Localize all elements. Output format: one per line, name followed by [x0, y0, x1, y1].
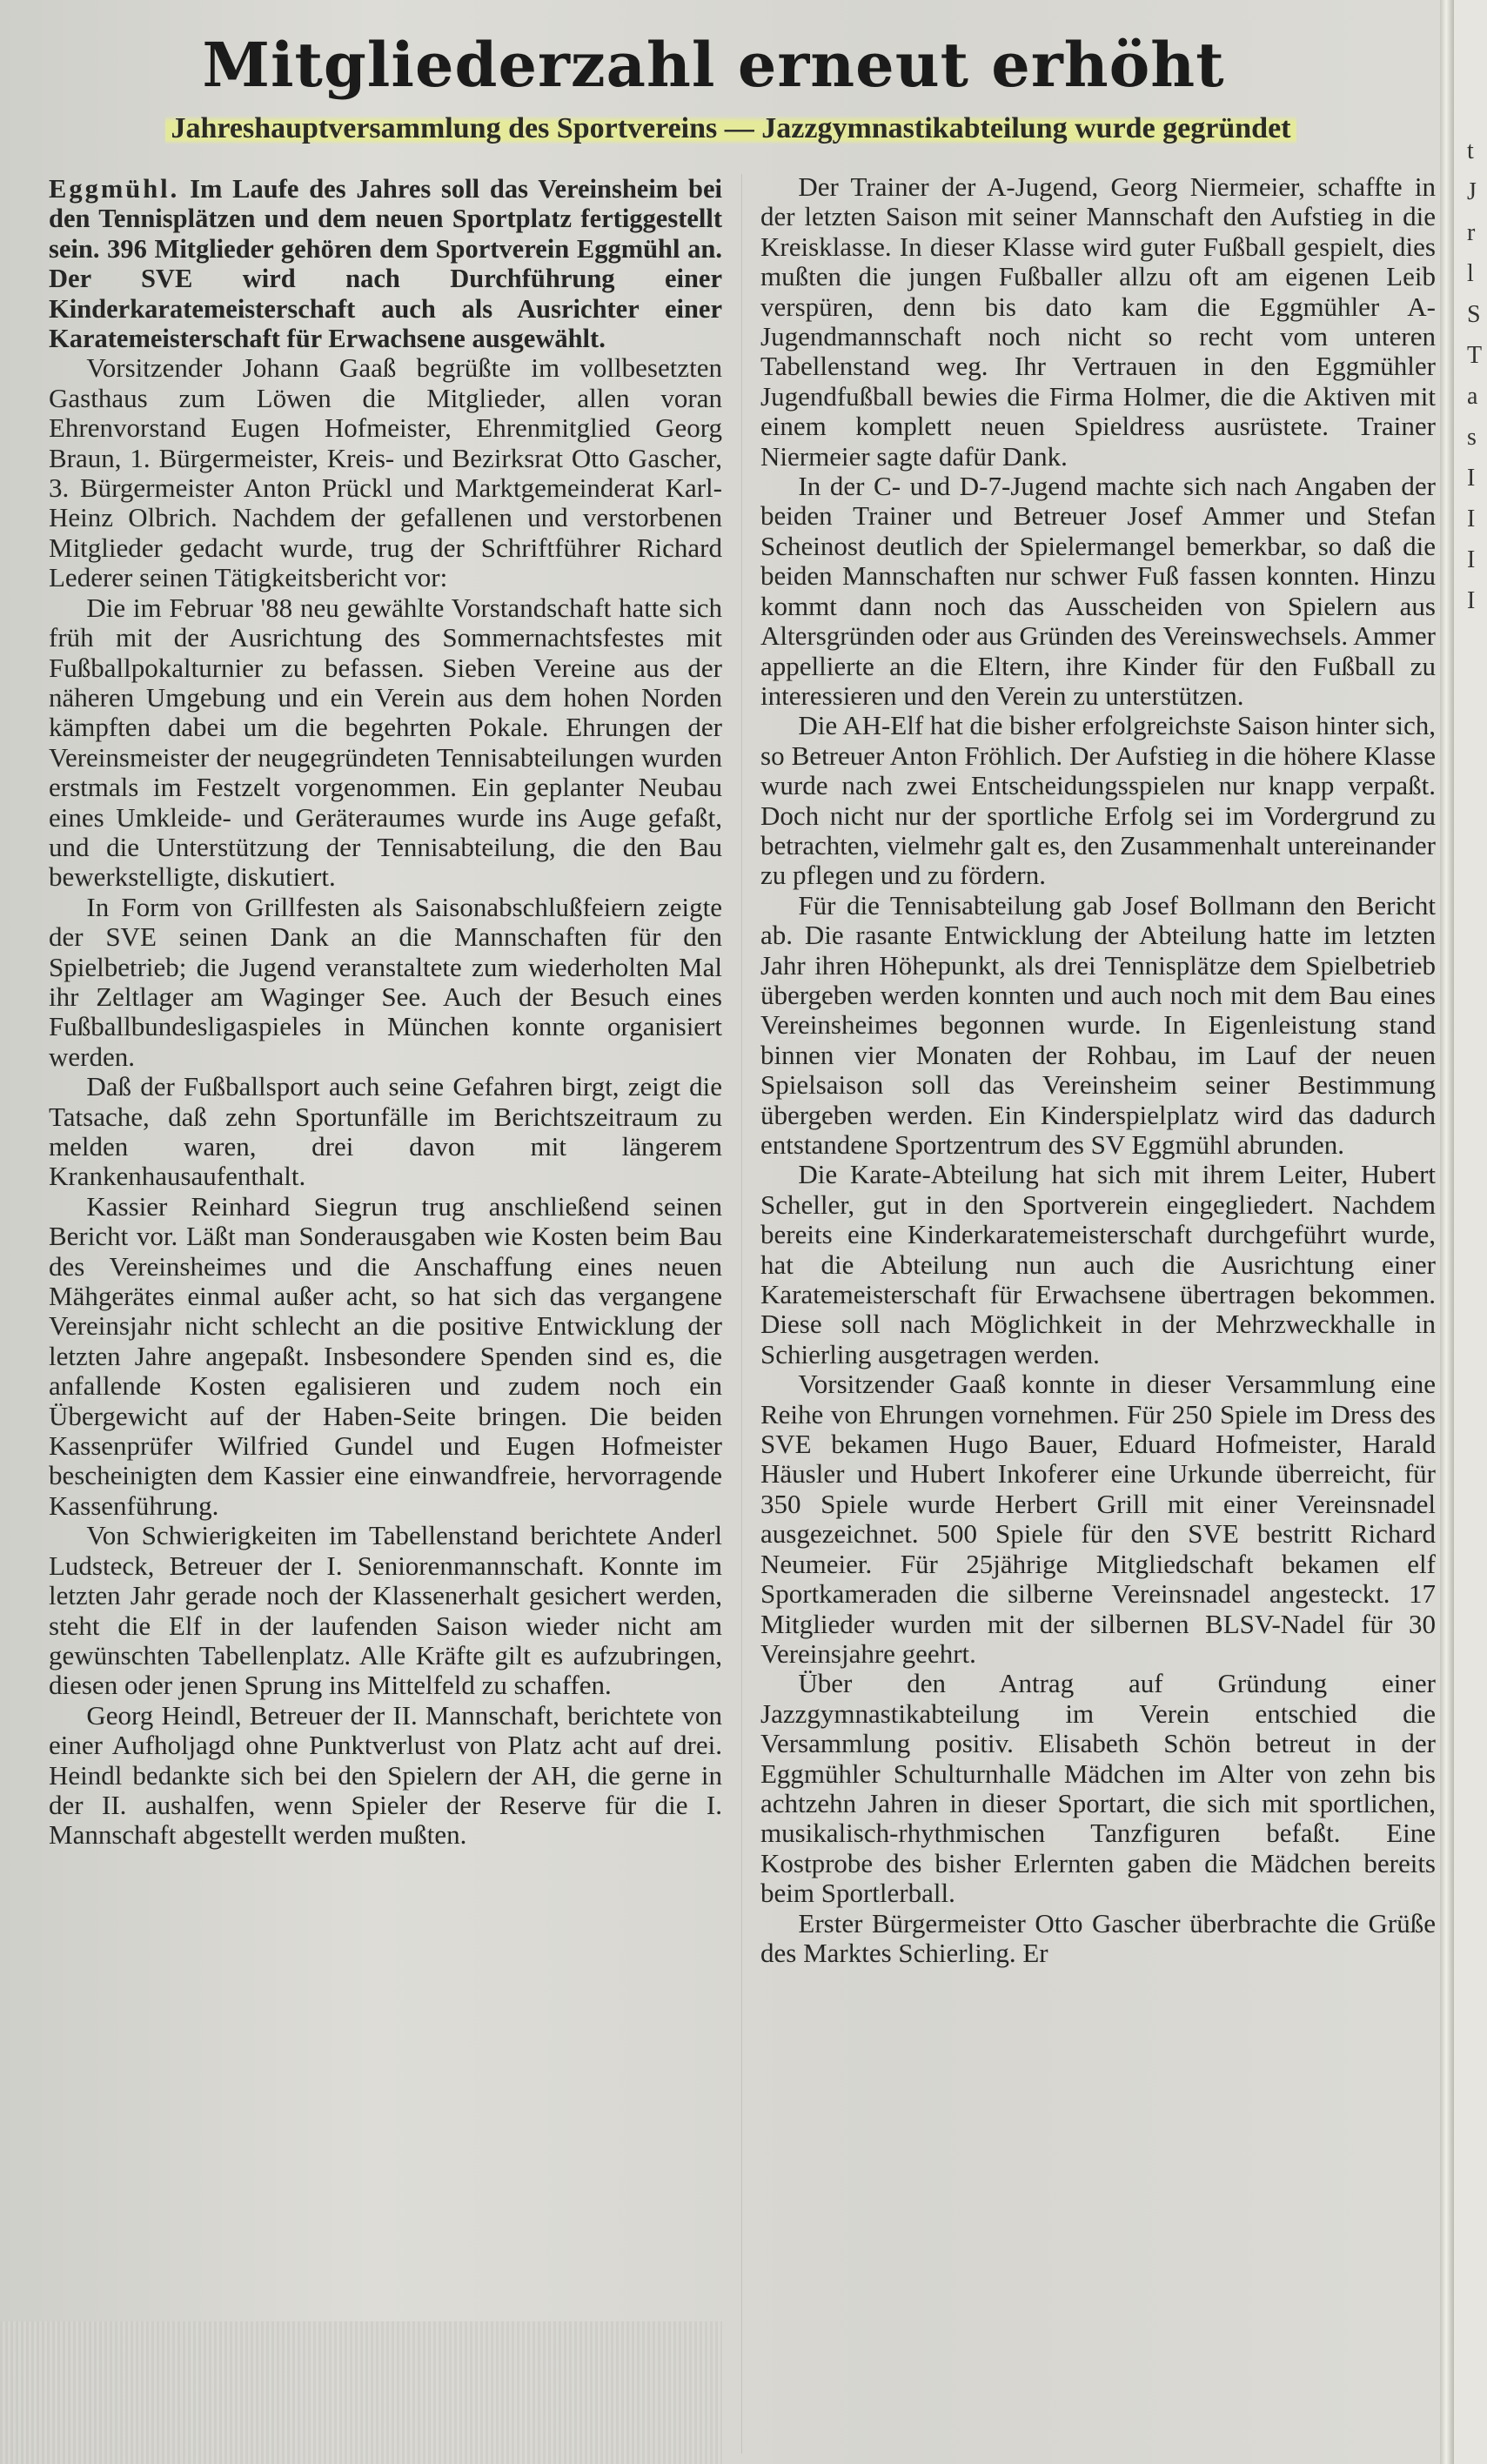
article-column-left [49, 174, 722, 1851]
subheadline [52, 109, 1410, 149]
paragraph: In Form von Grillfesten als Saisonabschlußfeiern zeigte der SVE seinen Dank an die Mannschaften für den Spielbetrieb; die Jugend veranstaltete zum wiederholten Mal ihr Zeltlager am Waginger See. Auch der Besuch eines Fußballbundesligaspieles in München konnte organisiert werden. [49, 891, 722, 1072]
fragment-letter: s [1467, 424, 1477, 451]
lead-text: Im Laufe des Jahres soll das Vereinsheim bei den Tennisplätzen und dem neuen Sportplatz fertiggestellt sein. 396 Mitglieder gehören dem Sportverein Eggmühl an. Der SVE wird nach Durchführung einer Kinderkaratemeisterschaft auch als Ausrichter einer Karatemeisterschaft für Erwachsene ausgewählt. [49, 174, 722, 354]
paragraph: Daß der Fußballsport auch seine Gefahren birgt, zeigt die Tatsache, daß zehn Sportunfälle im Berichtszeitraum zu melden waren, drei davon mit längerem Krankenhausaufenthalt. [49, 1071, 722, 1192]
paragraph: Vorsitzender Gaaß konnte in dieser Versammlung eine Reihe von Ehrungen vornehmen. Für 250 Spiele im Dress des SVE bekamen Hugo Bauer, Eduard Hofmeister, Harald Häusler und Hubert Inkoferer eine Urkunde überreicht, für 350 Spiele wurde Herbert Grill mit einer Vereinsnadel ausgezeichnet. 500 Spiele für den SVE bestritt Richard Neumeier. Für 25jährige Mitgliedschaft bekamen elf Sportkameraden die silberne Vereinsnadel angesteckt. 17 Mitglieder wurden mit der silbernen BLSV-Nadel für 30 Vereinsjahre geehrt. [760, 1369, 1436, 1669]
paragraph: Georg Heindl, Betreuer der II. Mannschaft, berichtete von einer Aufholjagd ohne Punktverlust von Platz acht auf drei. Heindl bedankte sich bei den Spielern der AH, die gerne in der II. aushalfen, wenn Spieler der Reserve für die I. Mannschaft abgestellt werden mußten. [49, 1699, 722, 1851]
paragraph: Für die Tennisabteilung gab Josef Bollmann den Bericht ab. Die rasante Entwicklung der Abteilung hatte im letzten Jahr ihren Höhepunkt, als drei Tennisplätze dem Spielbetrieb übergeben werden konnten und auch noch mit dem Bau eines Vereinsheimes begonnen wurde. In Eigenleistung stand binnen vier Monaten der Rohbau, im Lauf der neuen Spielsaison soll das Vereinsheim seiner Bestimmung übergeben werden. Ein Kinderspielplatz wird das dadurch entstandene Sportzentrum des SV Eggmühl abrunden. [760, 889, 1436, 1160]
fragment-letter: I [1467, 465, 1476, 492]
fragment-letter: l [1467, 260, 1474, 287]
lead-paragraph [49, 174, 722, 353]
fragment-letter: T [1467, 342, 1483, 369]
paragraph: Die im Februar '88 neu gewählte Vorstandschaft hatte sich früh mit der Ausrichtung des Sommernachtsfestes mit Fußballpokalturnier zu befassen. Sieben Vereine aus der näheren Umgebung und ein Verein aus dem hohen Norden kämpften dabei um die begehrten Pokale. Ehrungen der Vereinsmeister der neugegründeten Tennisabteilungen wurden erstmals im Festzelt vorgenommen. Ein geplanter Neubau eines Umkleide- und Geräteraumes wurde ins Auge gefaßt, und die Unterstützung der Tennisabteilung, die den Bau bewerkstelligte, diskutiert. [49, 592, 722, 893]
article-column-right [760, 172, 1436, 1968]
column-divider [741, 174, 742, 2454]
fragment-letter: I [1467, 546, 1476, 573]
paragraph: Kassier Reinhard Siegrun trug anschließend seinen Bericht vor. Läßt man Sonderausgaben wie Kosten beim Bau des Vereinsheimes und die Anschaffung eines neuen Mähgerätes einmal außer acht, so hat sich das vergangene Vereinsjahr nicht schlecht an die positive Entwicklung der letzten Jahre angepaßt. Insbesondere Spenden sind es, die anfallende Kosten egalisieren und zudem noch ein Übergewicht auf der Haben-Seite bringen. Die beiden Kassenprüfer Wilfried Gundel und Eugen Hofmeister bescheinigten dem Kassier eine einwandfreie, hervorragende Kassenführung. [49, 1190, 722, 1521]
fragment-letter: J [1467, 178, 1477, 205]
fragment-letter: r [1467, 219, 1476, 246]
adjacent-column-fragments [1467, 131, 1486, 621]
paragraph: Vorsitzender Johann Gaaß begrüßte im vollbesetzten Gasthaus zum Löwen die Mitglieder, allen voran Ehrenvorstand Eugen Hofmeister, Ehrenmitglied Georg Braun, 1. Bürgermeister, Kreis- und Bezirksrat Otto Gascher, 3. Bürgermeister Anton Prückl und Marktgemeinderat Karl-Heinz Olbrich. Nachdem der gefallenen und verstorbenen Mitglieder gedacht wurde, trug der Schriftführer Richard Lederer seinen Tätigkeitsbericht vor: [49, 352, 722, 593]
paragraph: Die Karate-Abteilung hat sich mit ihrem Leiter, Hubert Scheller, gut in den Sportverein eingegliedert. Nachdem bereits eine Kinderkaratemeisterschaft durchgeführt wurde, hat die Abteilung nun auch die Ausrichtung einer Karatemeisterschaft für Erwachsene übertragen bekommen. Diese soll nach Möglichkeit in der Mehrzweckhalle in Schierling ausgetragen werden. [760, 1159, 1436, 1369]
paragraph: Erster Bürgermeister Otto Gascher überbrachte die Grüße des Marktes Schierling. Er [760, 1907, 1436, 1968]
headline: Mitgliederzahl erneut erhöht [202, 29, 1225, 101]
fragment-letter: I [1467, 587, 1476, 614]
scan-artifact [0, 2321, 722, 2464]
paragraph: Von Schwierigkeiten im Tabellenstand berichtete Anderl Ludsteck, Betreuer der I. Seniorenmannschaft. Konnte im letzten Jahr gerade noch der Klassenerhalt gesichert werden, steht die Elf in der laufenden Saison wieder nicht am gewünschten Tabellenplatz. Alle Kräfte gilt es aufzubringen, diesen oder jenen Sprung ins Mittelfeld zu schaffen. [49, 1520, 722, 1701]
fragment-letter: I [1467, 506, 1476, 532]
paragraph: Über den Antrag auf Gründung einer Jazzgymnastikabteilung im Verein entschied die Versammlung positiv. Elisabeth Schön betreut in der Eggmühler Schulturnhalle Mädchen im Alter von zehn bis achtzehn Jahren in dieser Sportart, die sich mit sportlichen, musikalisch-rhythmischen Tanzfiguren befaßt. Eine Kostprobe des bisher Erlernten gaben die Mädchen bereits beim Sportlerball. [760, 1668, 1436, 1909]
fragment-letter: S [1467, 301, 1481, 328]
subheadline-text: Jahreshauptversammlung des Sportvereins — Jazzgymnastikabteilung wurde gegründet [165, 112, 1296, 144]
dateline: Eggmühl. [49, 174, 180, 204]
paragraph: Der Trainer der A-Jugend, Georg Niermeier, schaffte in der letzten Saison mit seiner Mannschaft den Aufstieg in die Kreisklasse. In dieser Klasse wird guter Fußball gespielt, dies mußten die jungen Fußballer allzu oft am eigenen Leib verspüren, denn bis dato kam die Eggmühler A-Jugendmannschaft noch nicht so recht vom unteren Tabellenstand weg. Ihr Vertrauen in den Eggmühler Jugendfußball bewies die Firma Holmer, die die Aktiven mit einem komplett neuen Spieldress ausrüstete. Trainer Niermeier sagte dafür Dank. [760, 171, 1436, 472]
fragment-letter: a [1467, 383, 1478, 410]
paper-fold [1440, 0, 1454, 2464]
paragraph: In der C- und D-7-Jugend machte sich nach Angaben der beiden Trainer und Betreuer Josef Ammer und Stefan Scheinost deutlich der Spielermangel bemerkbar, so daß die beiden Mannschaften nur schwer Fuß fassen konnten. Hinzu kommt dann noch das Ausscheiden von Spielern aus Altersgründen oder aus Gründen des Vereinswechsels. Ammer appellierte an die Eltern, ihre Kinder für den Fußball zu interessieren und den Verein zu unterstützen. [760, 471, 1436, 711]
fragment-letter: t [1467, 137, 1474, 164]
paragraph: Die AH-Elf hat die bisher erfolgreichste Saison hinter sich, so Betreuer Anton Fröhlich. Der Aufstieg in die höhere Klasse wurde nach zwei Entscheidungsspielen nur knapp verpaßt. Doch nicht nur der sportliche Erfolg sei im Vordergrund zu betrachten, vielmehr galt es, den Zusammenhalt untereinander zu pflegen und zu fördern. [760, 710, 1436, 891]
